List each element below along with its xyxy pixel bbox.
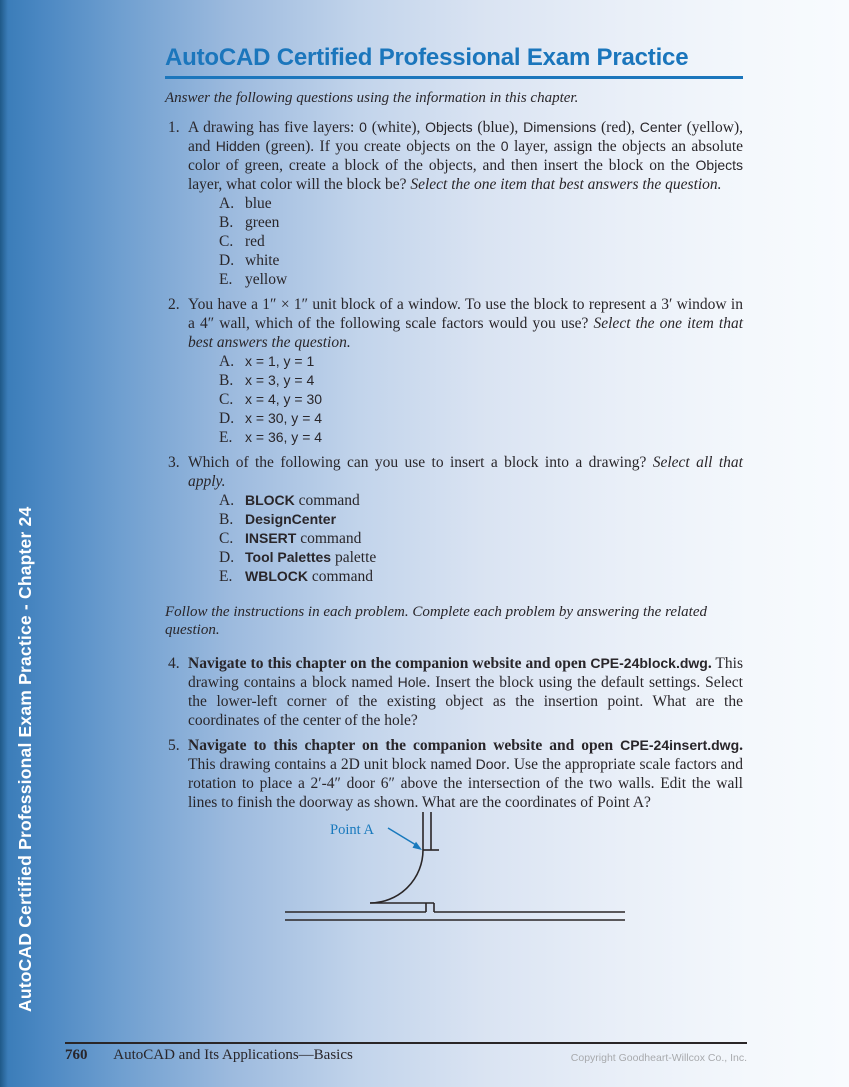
option-letter: B.: [219, 511, 234, 528]
mid-instruction: Follow the instructions in each problem. Complete each problem by answering the related question.: [165, 604, 707, 638]
question-number: 5.: [168, 737, 180, 754]
door-swing-arc: [370, 850, 423, 903]
option-letter: C.: [219, 530, 234, 547]
answer-option: [188, 270, 743, 289]
page-title: AutoCAD Certified Professional Exam Practice: [165, 44, 689, 71]
copyright-notice: Copyright Goodheart-Willcox Co., Inc.: [570, 1052, 747, 1064]
answer-option: [188, 428, 743, 447]
question-number: 2.: [168, 296, 180, 313]
option-letter: A.: [219, 195, 235, 212]
door-insertion-diagram: [285, 806, 630, 928]
option-letter: E.: [219, 429, 233, 446]
book-title: AutoCAD and Its Applications—Basics: [113, 1047, 353, 1063]
option-text: Tool Palettes palette: [245, 549, 377, 566]
option-letter: D.: [219, 252, 235, 269]
point-a-arrow-line: [388, 828, 416, 845]
option-text: blue: [245, 195, 272, 212]
answer-option: [188, 371, 743, 390]
sidebar-chapter-label: AutoCAD Certified Professional Exam Practice - Chapter 24: [15, 506, 35, 1012]
question-text: Which of the following can you use to insert a block into a drawing? Select all that apply.: [188, 454, 743, 490]
question: [165, 736, 743, 812]
option-letter: C.: [219, 391, 234, 408]
answer-option: [188, 194, 743, 213]
answer-option: [188, 213, 743, 232]
page-number: 760: [65, 1047, 88, 1063]
option-letter: C.: [219, 233, 234, 250]
footer-rule: [65, 1042, 747, 1044]
answer-option: [188, 491, 743, 510]
answer-option: [188, 251, 743, 270]
answer-option: [188, 409, 743, 428]
question-number: 3.: [168, 454, 180, 471]
page-footer: [65, 1046, 747, 1064]
option-letter: B.: [219, 214, 234, 231]
intro-instruction: Answer the following questions using the information in this chapter.: [165, 90, 579, 106]
answer-options: [188, 491, 743, 586]
question-text: You have a 1″ × 1″ unit block of a window. To use the block to represent a 3′ window in a 4″ wall, which of the following scale factors would you use? Select the one item that best answers the question.: [188, 296, 743, 351]
option-text: yellow: [245, 271, 288, 288]
answer-options: [188, 352, 743, 447]
option-text: WBLOCK command: [245, 568, 373, 585]
option-text: x = 1, y = 1: [245, 353, 315, 369]
option-letter: D.: [219, 410, 235, 427]
point-a-label: Point A: [330, 822, 374, 838]
option-text: x = 30, y = 4: [245, 410, 323, 426]
answer-option: [188, 567, 743, 586]
answer-option: [188, 232, 743, 251]
problem-questions: [165, 654, 743, 812]
question: [165, 118, 743, 289]
question-text: Navigate to this chapter on the companion website and open CPE-24block.dwg. This drawing contains a block named Hole. Insert the block using the default settings. Select the lower-left corner of the existing object as the insertion point. What are the coordinates of the center of the hole?: [188, 655, 743, 729]
option-text: x = 3, y = 4: [245, 372, 315, 388]
option-letter: E.: [219, 271, 233, 288]
question: [165, 654, 743, 730]
title-underline: [165, 76, 743, 79]
question: [165, 453, 743, 586]
point-a-callout: [330, 822, 422, 850]
multiple-choice-questions: [165, 118, 743, 586]
answer-options: [188, 194, 743, 289]
answer-option: [188, 548, 743, 567]
question-number: 1.: [168, 119, 180, 136]
answer-option: [188, 390, 743, 409]
answer-option: [188, 352, 743, 371]
question-number: 4.: [168, 655, 180, 672]
option-text: BLOCK command: [245, 492, 360, 509]
option-text: green: [245, 214, 280, 231]
option-text: DesignCenter: [245, 511, 337, 527]
option-text: INSERT command: [245, 530, 362, 547]
answer-option: [188, 529, 743, 548]
option-letter: A.: [219, 353, 235, 370]
option-letter: D.: [219, 549, 235, 566]
page-content: [165, 44, 743, 813]
option-letter: B.: [219, 372, 234, 389]
question-text: A drawing has five layers: 0 (white), Objects (blue), Dimensions (red), Center (yellow), and Hidden (green). If you create objects on the 0 layer, assign the objects an absolute color of green, create a block of the objects, and then insert the block on the Objects layer, what color will the block be? Select the one item that best answers the question.: [188, 119, 744, 193]
option-text: x = 4, y = 30: [245, 391, 323, 407]
option-text: white: [245, 252, 280, 269]
option-letter: A.: [219, 492, 235, 509]
answer-option: [188, 510, 743, 529]
option-text: x = 36, y = 4: [245, 429, 323, 445]
option-letter: E.: [219, 568, 233, 585]
question: [165, 295, 743, 447]
question-text: Navigate to this chapter on the companion website and open CPE-24insert.dwg. This drawing contains a 2D unit block named Door. Use the appropriate scale factors and rotation to place a 2′-4″ door 6″ above the intersection of the two walls. Edit the wall lines to finish the doorway as shown. What are the coordinates of Point A?: [188, 737, 743, 811]
option-text: red: [245, 233, 265, 250]
